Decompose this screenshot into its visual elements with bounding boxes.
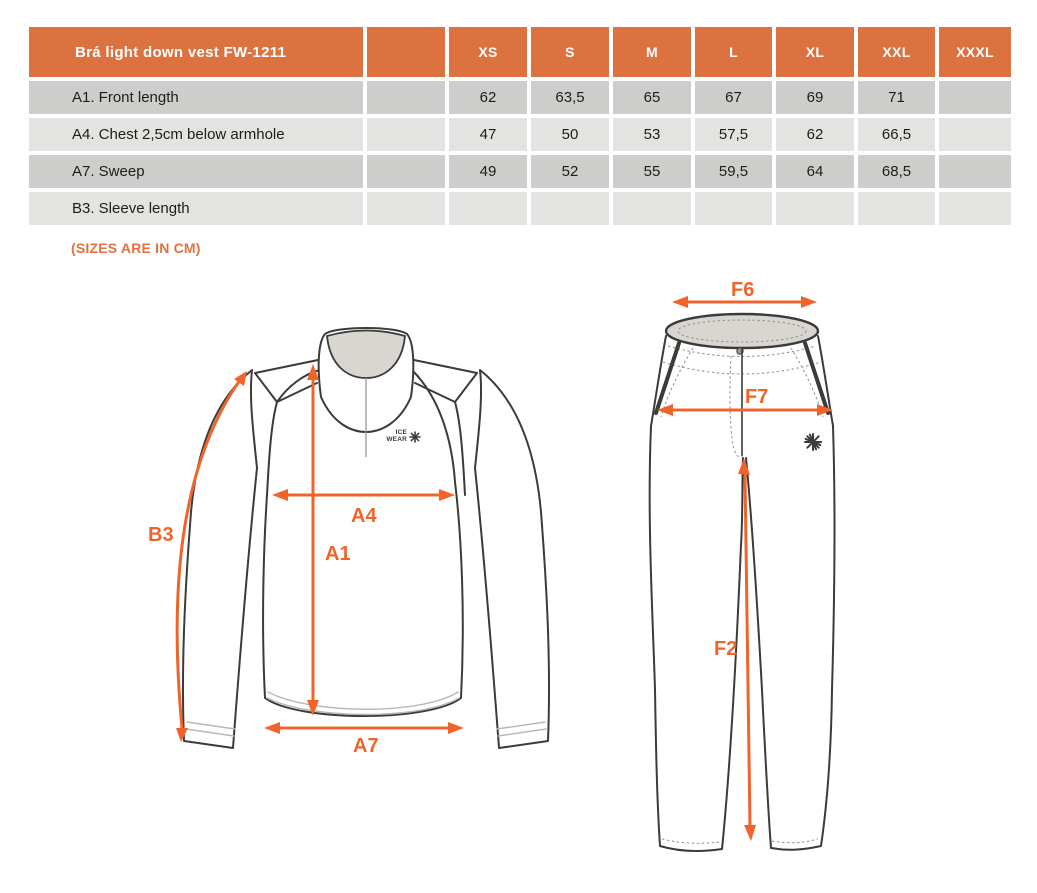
raglan-seam-right <box>455 402 465 495</box>
f2-arrow <box>745 474 750 826</box>
a7-arrowhead-right <box>448 722 464 734</box>
f2-label: F2 <box>714 638 738 660</box>
value-cell: 64 <box>776 155 854 188</box>
size-table <box>29 27 1011 225</box>
f7-label: F7 <box>745 386 769 408</box>
logo-snowflake-icon <box>410 432 420 442</box>
right-hem-stitch <box>772 839 818 843</box>
shirt-diagram <box>183 328 549 748</box>
value-cell: 69 <box>776 81 854 114</box>
pants-snowflake-icon <box>805 434 821 450</box>
f6-arrowhead-right <box>801 296 817 308</box>
logo-text-wear: WEAR <box>386 436 407 443</box>
row-label: A4. Chest 2,5cm below armhole <box>29 118 363 151</box>
pants-waist-opening <box>666 314 818 348</box>
value-cell <box>449 192 527 225</box>
size-header-l: L <box>695 27 772 77</box>
value-cell <box>695 192 772 225</box>
value-cell: 59,5 <box>695 155 772 188</box>
shirt-left-sleeve <box>183 370 257 748</box>
fly-stitch <box>730 356 742 457</box>
value-cell <box>531 192 609 225</box>
row-label: A7. Sweep <box>29 155 363 188</box>
value-cell: 71 <box>858 81 935 114</box>
row-spacer-cell <box>367 192 445 225</box>
size-header-s: S <box>531 27 609 77</box>
value-cell <box>939 155 1011 188</box>
f2-arrowhead-bottom <box>744 825 756 841</box>
row-spacer-cell <box>367 81 445 114</box>
value-cell <box>939 192 1011 225</box>
header-spacer-cell <box>367 27 445 77</box>
value-cell: 47 <box>449 118 527 151</box>
value-cell <box>858 192 935 225</box>
size-header-xxxl: XXXL <box>939 27 1011 77</box>
pants-right-leg <box>746 426 835 850</box>
a7-label: A7 <box>353 735 379 757</box>
value-cell: 62 <box>776 118 854 151</box>
shirt-right-sleeve <box>475 370 549 748</box>
row-spacer-cell <box>367 118 445 151</box>
value-cell: 63,5 <box>531 81 609 114</box>
size-header-xs: XS <box>449 27 527 77</box>
value-cell <box>939 118 1011 151</box>
value-cell: 67 <box>695 81 772 114</box>
value-cell: 52 <box>531 155 609 188</box>
value-cell: 66,5 <box>858 118 935 151</box>
a7-arrowhead-left <box>264 722 280 734</box>
value-cell: 68,5 <box>858 155 935 188</box>
value-cell <box>776 192 854 225</box>
row-label: B3. Sleeve length <box>29 192 363 225</box>
measurement-diagram <box>0 280 1037 893</box>
a1-label: A1 <box>325 543 351 565</box>
value-cell: 50 <box>531 118 609 151</box>
f6-arrowhead-left <box>672 296 688 308</box>
f6-label: F6 <box>731 280 755 301</box>
value-cell: 62 <box>449 81 527 114</box>
sizes-note: (SIZES ARE IN CM) <box>71 240 201 256</box>
value-cell <box>939 81 1011 114</box>
value-cell: 55 <box>613 155 691 188</box>
f2-arrowhead-top <box>738 458 750 475</box>
table-title: Brá light down vest FW-1211 <box>29 27 363 77</box>
size-header-xxl: XXL <box>858 27 935 77</box>
value-cell: 53 <box>613 118 691 151</box>
a4-label: A4 <box>351 505 377 527</box>
value-cell: 65 <box>613 81 691 114</box>
row-label: A1. Front length <box>29 81 363 114</box>
value-cell: 57,5 <box>695 118 772 151</box>
value-cell <box>613 192 691 225</box>
row-spacer-cell <box>367 155 445 188</box>
left-hem-stitch <box>662 839 720 843</box>
logo-text-ice: ICE <box>395 429 407 436</box>
value-cell: 49 <box>449 155 527 188</box>
size-header-m: M <box>613 27 691 77</box>
size-header-xl: XL <box>776 27 854 77</box>
pants-diagram <box>650 314 835 851</box>
b3-label: B3 <box>148 524 174 546</box>
